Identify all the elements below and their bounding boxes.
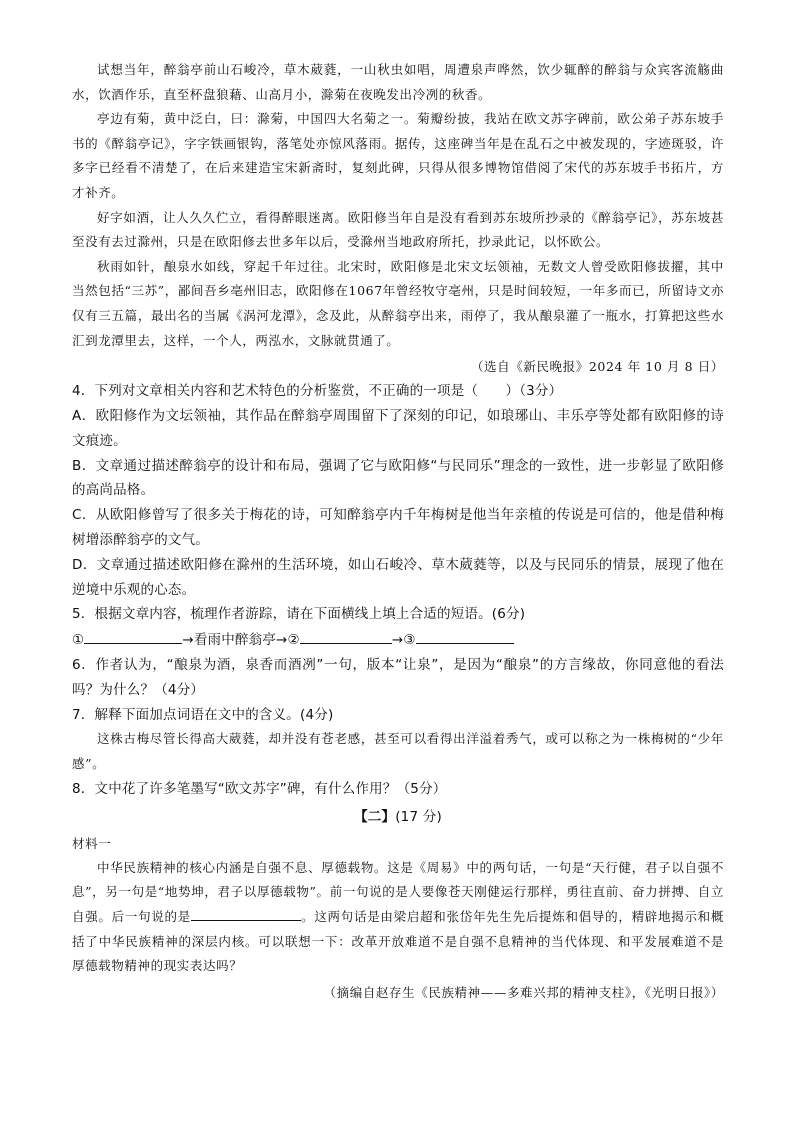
question-4: 4．下列对文章相关内容和艺术特色的分析鉴赏，不正确的一项是（ ）（3分） — [72, 383, 563, 400]
question-6: 6．作者认为，“酿泉为酒，泉香而酒冽”一句，版本“让泉”，是因为“酿泉”的方言缘故，你同意他的看法吗？为什么？（4分） — [72, 657, 724, 698]
passage-paragraph-3: 好字如酒，让人久久伫立，看得醉眼迷离。欧阳修当年自是没有看到苏东坡所抄录的《醉翁亭记》，苏东坡甚至没有去过滁州，只是在欧阳修去世多年以后，受滁州当地政府所托，抄录此记，以怀欧公。 — [72, 209, 724, 250]
exam-page — [72, 58, 724, 1005]
material-label: 材料一 — [72, 835, 112, 851]
answer-blank-2[interactable] — [300, 631, 392, 644]
material-answer-blank[interactable] — [191, 908, 301, 921]
fill-marker-1: ① — [72, 632, 85, 649]
fill-middle-text: →看雨中醉翁亭→② — [182, 632, 300, 649]
material-text-before-blank: 中华民族精神的核心内涵是自强不息、厚德载物。这是《周易》中的两句话，一句是“天行健，君子以自强不息”，另一句是“地势坤，君子以厚德载物”。前一句说的是人要像苍天刚健运行那样，勇往直前、奋力拼搏、自立自强。后一句说的是 — [72, 859, 724, 925]
material-one — [72, 832, 724, 1005]
question-5-fill-line — [72, 627, 724, 653]
question-5: 5．根据文章内容，梳理作者游踪，请在下面横线上填上合适的短语。(6分) — [72, 606, 526, 623]
question-8: 8．文中花了许多笔墨写“欧文苏字”碑，有什么作用？（5分） — [72, 781, 447, 798]
question-7: 7．解释下面加点词语在文中的含义。(4分) — [72, 706, 334, 723]
section-2-heading — [72, 804, 724, 830]
fill-marker-3: →③ — [391, 632, 416, 649]
answer-blank-3[interactable] — [416, 631, 514, 644]
passage-source: （选自《新民晚报》2024 年 10 月 8 日） — [470, 359, 724, 375]
passage-paragraph-4: 秋雨如针，酿泉水如线，穿起千年过往。北宋时，欧阳修是北宋文坛领袖，无数文人曾受欧阳修拔擢，其中当然包括“三苏”，鄙间吾乡亳州旧志，欧阳修在1067年曾经牧守亳州，只是时间较短，一年多而已，所留诗文亦仅有三五篇，最出名的当属《涡河龙潭》，念及此，从醉翁亭出来，雨停了，我从酿泉灌了一瓶水，打算把这些水汇到龙潭里去，这样，一个人，两泓水，文脉就贯通了。 — [72, 258, 724, 348]
material-paragraph — [72, 856, 724, 979]
passage-paragraph-2: 亭边有菊，黄中泛白，曰：滁菊，中国四大名菊之一。菊瓣纷披，我站在欧文苏字碑前，欧公弟子苏东坡手书的《醉翁亭记》，字字铁画银钩，落笔处亦惊风落雨。据传，这座碑当年是在乱石之中被发现的，字迹斑驳，许多字已经看不清楚了，在后来建造宝宋新斋时，复刻此碑，只得从很多博物馆借阅了宋代的苏东坡手书拓片，方才补齐。 — [72, 111, 724, 200]
question-4-option-c: C．从欧阳修曾写了很多关于梅花的诗，可知醉翁亭内千年梅树是他当年亲植的传说是可信的，他是借种梅树增添醉翁亭的文气。 — [72, 507, 724, 548]
section-2-title: 【二】 — [354, 808, 396, 825]
question-8-block — [72, 777, 724, 830]
reading-passage — [72, 58, 724, 379]
question-4-option-b: B．文章通过描述醉翁亭的设计和布局，强调了它与欧阳修“与民同乐”理念的一致性，进一步彰显了欧阳修的高尚品格。 — [72, 457, 724, 499]
material-text-after-blank: 。这两句话是由梁启超和张岱年先生先后提炼和倡导的，精辟地揭示和概括了中华民族精神的深层内核。可以联想一下：改革开放难道不是自强不息精神的当代体现、和平发展难道不是厚德载物精神的现实表达吗？ — [72, 909, 725, 974]
answer-blank-1[interactable] — [84, 631, 182, 644]
question-4-option-d: D．文章通过描述欧阳修在滁州的生活环境，如山石峻冷、草木葳蕤等，以及与民同乐的情景，展现了他在逆境中乐观的心态。 — [72, 556, 724, 598]
question-7-quote-block — [72, 727, 724, 777]
material-source: （摘编自赵存生《民族精神——多难兴邦的精神支柱》，《光明日报》） — [323, 984, 724, 1000]
section-2-score: (17 分) — [395, 808, 442, 825]
question-4-option-a: A．欧阳修作为文坛领袖，其作品在醉翁亭周围留下了深刻的印记，如琅琊山、丰乐亭等处都有欧阳修的诗文痕迹。 — [72, 407, 724, 449]
passage-paragraph-1: 试想当年，醉翁亭前山石峻冷，草木葳蕤，一山秋虫如唱，周遭泉声哗然，饮少辄醉的醉翁与众宾客流觞曲水，饮酒作乐，直至杯盘狼藉、山高月小，滁菊在夜晚发出冷冽的秋香。 — [72, 62, 724, 102]
questions-block — [72, 379, 724, 727]
question-7-quote: 这株古梅尽管长得高大葳蕤，却并没有苍老感，甚至可以看得出洋溢着秀气，或可以称之为一株梅树的“少年感”。 — [72, 731, 724, 772]
